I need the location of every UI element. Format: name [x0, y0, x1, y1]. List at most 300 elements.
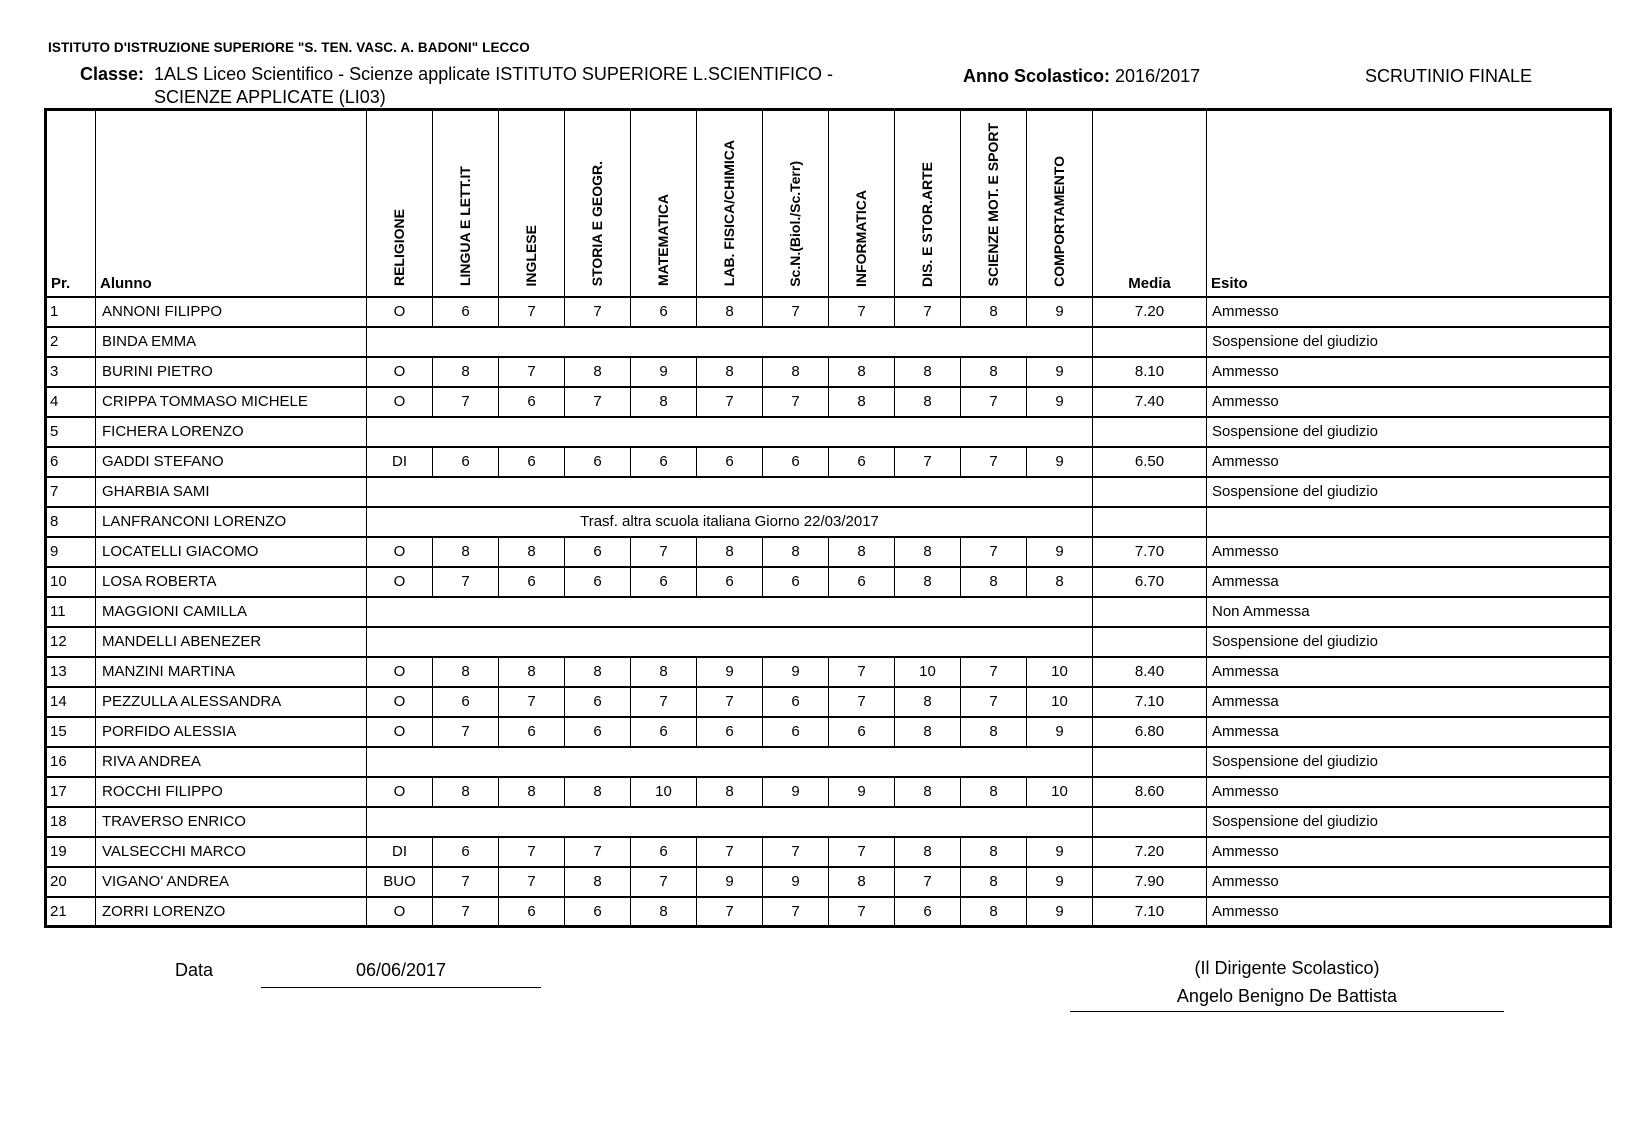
grade-cell: 9: [1027, 867, 1093, 897]
grade-cell: 9: [829, 777, 895, 807]
media-cell: 7.70: [1093, 537, 1207, 567]
subject-label: STORIA E GEOGR.: [588, 161, 605, 287]
grade-cell: 6: [631, 447, 697, 477]
esito-cell: Ammesso: [1207, 897, 1611, 927]
grade-cell: 6: [565, 687, 631, 717]
col-header-subject-3: [499, 110, 565, 297]
esito-cell: Sospensione del giudizio: [1207, 807, 1611, 837]
grade-cell: 8: [961, 717, 1027, 747]
student-name: VIGANO' ANDREA: [96, 867, 367, 897]
col-header-subject-9: [895, 110, 961, 297]
student-name: ANNONI FILIPPO: [96, 297, 367, 327]
grade-cell: 8: [499, 537, 565, 567]
grade-cell: 8: [697, 357, 763, 387]
student-name: LANFRANCONI LORENZO: [96, 507, 367, 537]
col-header-subject-6: [697, 110, 763, 297]
subject-label: LAB. FISICA/CHIMICA: [720, 140, 737, 287]
esito-cell: Ammesso: [1207, 297, 1611, 327]
dirigente-name: Angelo Benigno De Battista: [1070, 986, 1504, 1012]
grade-cell: 6: [697, 567, 763, 597]
table-row: [46, 387, 1611, 417]
subject-label: SCIENZE MOT. E SPORT: [984, 123, 1001, 287]
media-cell: [1093, 627, 1207, 657]
grade-cell: 6: [565, 717, 631, 747]
media-cell: 6.50: [1093, 447, 1207, 477]
student-name: MANZINI MARTINA: [96, 657, 367, 687]
subject-label: RELIGIONE: [390, 209, 407, 287]
grade-cell: 7: [763, 297, 829, 327]
grade-cell: 6: [499, 447, 565, 477]
grade-cell: 6: [829, 447, 895, 477]
grade-cell: 8: [895, 357, 961, 387]
table-row: [46, 657, 1611, 687]
grade-cell: 6: [499, 717, 565, 747]
grade-cell: 7: [433, 867, 499, 897]
dirigente-title: (Il Dirigente Scolastico): [1194, 958, 1380, 978]
grade-cell: 6: [433, 837, 499, 867]
grade-cell: 7: [697, 837, 763, 867]
row-number: 7: [46, 477, 96, 507]
merged-note-cell: [367, 417, 1093, 447]
col-header-subject-7: [763, 110, 829, 297]
grade-cell: 8: [499, 657, 565, 687]
grade-cell: 10: [1027, 657, 1093, 687]
grade-cell: 8: [631, 387, 697, 417]
grade-cell: 9: [763, 867, 829, 897]
grade-cell: 8: [565, 657, 631, 687]
media-cell: 7.20: [1093, 837, 1207, 867]
grade-cell: 7: [565, 387, 631, 417]
grade-cell: 8: [895, 777, 961, 807]
row-number: 18: [46, 807, 96, 837]
grade-cell: 6: [697, 447, 763, 477]
row-number: 6: [46, 447, 96, 477]
media-cell: [1093, 417, 1207, 447]
grade-cell: 9: [1027, 387, 1093, 417]
col-header-esito: Esito: [1207, 110, 1611, 297]
grade-cell: 10: [1027, 687, 1093, 717]
table-row: [46, 837, 1611, 867]
esito-cell: Sospensione del giudizio: [1207, 627, 1611, 657]
row-number: 9: [46, 537, 96, 567]
grade-cell: 8: [433, 657, 499, 687]
grade-cell: 8: [433, 537, 499, 567]
grade-cell: 8: [499, 777, 565, 807]
esito-cell: Ammesso: [1207, 387, 1611, 417]
media-cell: 6.70: [1093, 567, 1207, 597]
grade-cell: 7: [961, 687, 1027, 717]
table-row: [46, 627, 1611, 657]
grade-cell: 7: [697, 897, 763, 927]
grade-cell: 8: [565, 867, 631, 897]
student-name: VALSECCHI MARCO: [96, 837, 367, 867]
grade-cell: 6: [433, 687, 499, 717]
student-name: LOSA ROBERTA: [96, 567, 367, 597]
grade-cell: O: [367, 777, 433, 807]
subject-label: MATEMATICA: [654, 194, 671, 287]
grade-cell: 8: [961, 567, 1027, 597]
grade-cell: 7: [895, 867, 961, 897]
grade-cell: 8: [565, 777, 631, 807]
table-row: [46, 537, 1611, 567]
grade-cell: 8: [763, 357, 829, 387]
table-row: [46, 507, 1611, 537]
row-number: 14: [46, 687, 96, 717]
grade-cell: O: [367, 717, 433, 747]
grade-cell: O: [367, 387, 433, 417]
row-number: 10: [46, 567, 96, 597]
subject-label: COMPORTAMENTO: [1050, 155, 1067, 287]
grade-cell: 9: [763, 777, 829, 807]
grade-cell: 10: [895, 657, 961, 687]
esito-cell: Sospensione del giudizio: [1207, 747, 1611, 777]
grade-cell: 7: [895, 447, 961, 477]
grade-cell: 8: [961, 777, 1027, 807]
media-cell: 7.10: [1093, 897, 1207, 927]
table-row: [46, 777, 1611, 807]
row-number: 17: [46, 777, 96, 807]
table-row: [46, 897, 1611, 927]
col-header-media: Media: [1093, 110, 1207, 297]
row-number: 8: [46, 507, 96, 537]
esito-cell: Ammesso: [1207, 837, 1611, 867]
grade-cell: 7: [433, 717, 499, 747]
grade-cell: 8: [697, 777, 763, 807]
media-cell: [1093, 597, 1207, 627]
subject-label: LINGUA E LETT.IT: [456, 166, 473, 287]
school-name: ISTITUTO D'ISTRUZIONE SUPERIORE "S. TEN. VASC. A. BADONI" LECCO: [48, 40, 530, 55]
grade-cell: O: [367, 297, 433, 327]
student-name: MANDELLI ABENEZER: [96, 627, 367, 657]
table-row: [46, 477, 1611, 507]
grade-cell: 6: [631, 717, 697, 747]
esito-cell: Sospensione del giudizio: [1207, 417, 1611, 447]
merged-note-cell: [367, 477, 1093, 507]
grade-cell: 8: [895, 837, 961, 867]
row-number: 21: [46, 897, 96, 927]
grade-cell: O: [367, 687, 433, 717]
grade-cell: 6: [895, 897, 961, 927]
grade-cell: 7: [631, 687, 697, 717]
col-header-subject-11: [1027, 110, 1093, 297]
student-name: BINDA EMMA: [96, 327, 367, 357]
student-name: PORFIDO ALESSIA: [96, 717, 367, 747]
grade-cell: BUO: [367, 867, 433, 897]
table-row: [46, 327, 1611, 357]
grade-cell: 7: [499, 867, 565, 897]
merged-note-cell: [367, 807, 1093, 837]
table-row: [46, 867, 1611, 897]
signature-block: [1070, 958, 1504, 1012]
table-row: [46, 417, 1611, 447]
table-row: [46, 597, 1611, 627]
grade-cell: 8: [763, 537, 829, 567]
col-header-subject-10: [961, 110, 1027, 297]
grade-cell: 8: [961, 837, 1027, 867]
subject-label: DIS. E STOR.ARTE: [918, 161, 935, 287]
student-name: MAGGIONI CAMILLA: [96, 597, 367, 627]
grade-cell: 9: [1027, 357, 1093, 387]
date-row: [175, 960, 541, 988]
esito-cell: Non Ammessa: [1207, 597, 1611, 627]
grade-cell: 8: [961, 867, 1027, 897]
row-number: 13: [46, 657, 96, 687]
grade-cell: 8: [895, 537, 961, 567]
grade-cell: 7: [829, 837, 895, 867]
anno-scolastico: [963, 66, 1200, 87]
grade-cell: 7: [433, 387, 499, 417]
grade-cell: 9: [631, 357, 697, 387]
grade-cell: O: [367, 537, 433, 567]
grade-cell: 6: [565, 567, 631, 597]
results-table-body: [46, 297, 1611, 927]
grade-cell: 7: [499, 687, 565, 717]
col-header-subject-8: [829, 110, 895, 297]
grade-cell: 9: [1027, 297, 1093, 327]
grade-cell: 7: [499, 837, 565, 867]
grade-cell: 9: [1027, 717, 1093, 747]
grade-cell: 7: [565, 297, 631, 327]
grade-cell: 9: [763, 657, 829, 687]
grade-cell: 6: [499, 897, 565, 927]
subject-label: INGLESE: [522, 225, 539, 287]
merged-note-cell: [367, 627, 1093, 657]
row-number: 5: [46, 417, 96, 447]
classe-row: [80, 63, 886, 108]
media-cell: 8.40: [1093, 657, 1207, 687]
media-cell: [1093, 477, 1207, 507]
media-cell: 7.20: [1093, 297, 1207, 327]
table-row: [46, 717, 1611, 747]
grade-cell: 6: [565, 897, 631, 927]
table-row: [46, 447, 1611, 477]
esito-cell: Ammesso: [1207, 867, 1611, 897]
col-header-subject-1: [367, 110, 433, 297]
media-cell: 8.10: [1093, 357, 1207, 387]
grade-cell: 9: [1027, 537, 1093, 567]
grade-cell: 9: [697, 657, 763, 687]
grade-cell: 7: [961, 537, 1027, 567]
grade-cell: O: [367, 897, 433, 927]
grade-cell: 8: [1027, 567, 1093, 597]
esito-cell: Ammessa: [1207, 657, 1611, 687]
esito-cell: Ammessa: [1207, 717, 1611, 747]
esito-cell: Ammesso: [1207, 447, 1611, 477]
grade-cell: O: [367, 657, 433, 687]
subject-label: Sc.N.(Biol./Sc.Terr): [786, 160, 803, 287]
esito-cell: Sospensione del giudizio: [1207, 477, 1611, 507]
student-name: FICHERA LORENZO: [96, 417, 367, 447]
anno-scolastico-value: 2016/2017: [1115, 66, 1201, 86]
grade-cell: 8: [433, 357, 499, 387]
grade-cell: 8: [631, 897, 697, 927]
grade-cell: 8: [565, 357, 631, 387]
grade-cell: 7: [433, 567, 499, 597]
grade-cell: 7: [829, 297, 895, 327]
grade-cell: 7: [565, 837, 631, 867]
grade-cell: 7: [697, 387, 763, 417]
media-cell: [1093, 327, 1207, 357]
student-name: GHARBIA SAMI: [96, 477, 367, 507]
grade-cell: 6: [433, 447, 499, 477]
student-name: RIVA ANDREA: [96, 747, 367, 777]
grade-cell: 6: [631, 567, 697, 597]
classe-label: Classe:: [80, 64, 145, 84]
row-number: 11: [46, 597, 96, 627]
grade-cell: 8: [829, 357, 895, 387]
media-cell: 7.10: [1093, 687, 1207, 717]
grade-cell: 7: [697, 687, 763, 717]
media-cell: [1093, 747, 1207, 777]
merged-note-cell: [367, 327, 1093, 357]
table-row: [46, 297, 1611, 327]
grade-cell: 8: [829, 537, 895, 567]
merged-note-cell: Trasf. altra scuola italiana Giorno 22/03/2017: [367, 507, 1093, 537]
grade-cell: 6: [763, 687, 829, 717]
grade-cell: 6: [763, 717, 829, 747]
grade-cell: 6: [763, 447, 829, 477]
grade-cell: 8: [829, 387, 895, 417]
grade-cell: 8: [961, 357, 1027, 387]
results-table: [44, 108, 1612, 928]
esito-cell: Ammesso: [1207, 357, 1611, 387]
esito-cell: Ammesso: [1207, 777, 1611, 807]
grade-cell: 7: [829, 657, 895, 687]
media-cell: [1093, 507, 1207, 537]
row-number: 16: [46, 747, 96, 777]
col-header-subject-4: [565, 110, 631, 297]
row-number: 15: [46, 717, 96, 747]
grade-cell: 6: [763, 567, 829, 597]
scrutinio-finale-title: SCRUTINIO FINALE: [1364, 66, 1532, 86]
esito-cell: Sospensione del giudizio: [1207, 327, 1611, 357]
grade-cell: 6: [829, 717, 895, 747]
merged-note-cell: [367, 747, 1093, 777]
merged-note-cell: [367, 597, 1093, 627]
grade-cell: 6: [697, 717, 763, 747]
grade-cell: 6: [565, 447, 631, 477]
col-header-pr: Pr.: [46, 110, 96, 297]
grade-cell: 7: [433, 897, 499, 927]
col-header-subject-2: [433, 110, 499, 297]
row-number: 12: [46, 627, 96, 657]
row-number: 20: [46, 867, 96, 897]
esito-cell: Ammessa: [1207, 567, 1611, 597]
grade-cell: 7: [961, 657, 1027, 687]
grade-cell: 7: [961, 447, 1027, 477]
grade-cell: 8: [631, 657, 697, 687]
grade-cell: 6: [631, 837, 697, 867]
grade-cell: DI: [367, 837, 433, 867]
esito-cell: Ammesso: [1207, 537, 1611, 567]
esito-cell: Ammessa: [1207, 687, 1611, 717]
grade-cell: 8: [895, 567, 961, 597]
grade-cell: 6: [829, 567, 895, 597]
grade-cell: 8: [895, 687, 961, 717]
grade-cell: DI: [367, 447, 433, 477]
grade-cell: 8: [895, 717, 961, 747]
date-label: Data: [175, 960, 214, 980]
classe-value: 1ALS Liceo Scientifico - Scienze applicate ISTITUTO SUPERIORE L.SCIENTIFICO - SCIENZE APPLICATE (LI03): [154, 64, 833, 107]
grade-cell: 7: [829, 687, 895, 717]
grade-cell: 8: [697, 297, 763, 327]
row-number: 4: [46, 387, 96, 417]
student-name: GADDI STEFANO: [96, 447, 367, 477]
student-name: ROCCHI FILIPPO: [96, 777, 367, 807]
grade-cell: 6: [565, 537, 631, 567]
table-row: [46, 747, 1611, 777]
date-value: 06/06/2017: [261, 960, 541, 988]
table-row: [46, 807, 1611, 837]
grade-cell: 10: [1027, 777, 1093, 807]
grade-cell: 7: [763, 837, 829, 867]
grade-cell: 10: [631, 777, 697, 807]
anno-scolastico-label: Anno Scolastico:: [963, 66, 1111, 86]
table-row: [46, 687, 1611, 717]
grade-cell: 9: [1027, 447, 1093, 477]
student-name: CRIPPA TOMMASO MICHELE: [96, 387, 367, 417]
student-name: LOCATELLI GIACOMO: [96, 537, 367, 567]
row-number: 19: [46, 837, 96, 867]
grade-cell: 7: [499, 297, 565, 327]
grade-cell: 6: [631, 297, 697, 327]
grade-cell: 8: [961, 897, 1027, 927]
grade-cell: 8: [895, 387, 961, 417]
media-cell: [1093, 807, 1207, 837]
grade-cell: 9: [1027, 897, 1093, 927]
grade-cell: 7: [631, 867, 697, 897]
grade-cell: 9: [697, 867, 763, 897]
grade-cell: 8: [829, 867, 895, 897]
media-cell: 7.40: [1093, 387, 1207, 417]
table-header-row: [46, 110, 1611, 297]
grade-cell: 7: [631, 537, 697, 567]
student-name: BURINI PIETRO: [96, 357, 367, 387]
grade-cell: 8: [961, 297, 1027, 327]
media-cell: 8.60: [1093, 777, 1207, 807]
grade-cell: 8: [433, 777, 499, 807]
media-cell: 6.80: [1093, 717, 1207, 747]
grade-cell: 8: [697, 537, 763, 567]
grade-cell: 6: [499, 567, 565, 597]
media-cell: 7.90: [1093, 867, 1207, 897]
subject-label: INFORMATICA: [852, 189, 869, 287]
student-name: ZORRI LORENZO: [96, 897, 367, 927]
grade-cell: 7: [763, 387, 829, 417]
col-header-alunno: Alunno: [96, 110, 367, 297]
grade-cell: 7: [829, 897, 895, 927]
col-header-subject-5: [631, 110, 697, 297]
esito-cell: [1207, 507, 1611, 537]
grade-cell: 7: [499, 357, 565, 387]
grade-cell: 7: [961, 387, 1027, 417]
grade-cell: O: [367, 567, 433, 597]
student-name: TRAVERSO ENRICO: [96, 807, 367, 837]
row-number: 1: [46, 297, 96, 327]
table-row: [46, 357, 1611, 387]
results-table-head: [46, 110, 1611, 297]
row-number: 2: [46, 327, 96, 357]
grade-cell: O: [367, 357, 433, 387]
grade-cell: 6: [499, 387, 565, 417]
student-name: PEZZULLA ALESSANDRA: [96, 687, 367, 717]
grade-cell: 6: [433, 297, 499, 327]
table-row: [46, 567, 1611, 597]
grade-cell: 7: [763, 897, 829, 927]
grade-cell: 9: [1027, 837, 1093, 867]
grade-cell: 7: [895, 297, 961, 327]
row-number: 3: [46, 357, 96, 387]
